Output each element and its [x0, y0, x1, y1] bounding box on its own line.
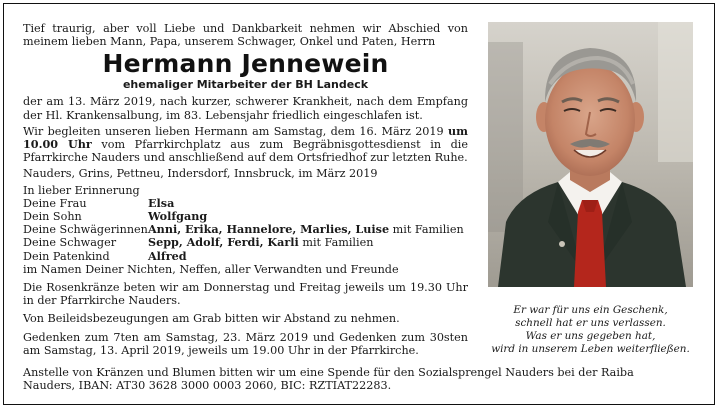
family-row: Deine Schwager Sepp, Adolf, Ferdi, Karli mit Familien [23, 235, 374, 250]
intro-text: Tief traurig, aber voll Liebe und Dankbarkeit nehmen wir Abschied von meinem lieben Mann, Papa, unserem Schwager, Onkel und Paten, Herrn [23, 22, 468, 49]
family-row: Deine Frau Elsa [23, 195, 175, 210]
quote-line: schnell hat er uns verlassen. [515, 317, 666, 329]
family-row: Dein Patenkind Alfred [23, 248, 187, 263]
funeral-info: Wir begleiten unseren lieben Hermann am Samstag, dem 16. März 2019 um 10.00 Uhr vom Pfarrkirchplatz aus zum Begräbnisgottesdienst in die Pfarrkirche Nauders und anschließend auf dem Ortsfriedhof zur letzten Ruhe. [23, 123, 469, 165]
condolences-info: Von Beileidsbezeugungen am Grab bitten wir Abstand zu nehmen. [23, 312, 400, 326]
quote-line: Er war für uns ein Geschenk, [513, 304, 668, 316]
rosary-info: Die Rosenkränze beten wir am Donnerstag und Freitag jeweils um 19.30 Uhr in der Pfarrkirche Nauders. [23, 281, 468, 308]
deceased-occupation: ehemaliger Mitarbeiter der BH Landeck [122, 78, 369, 92]
donation-info: Anstelle von Kränzen und Blumen bitten wir um eine Spende für den Sozialsprengel Nauders bei der Raiba Nauders, IBAN: AT30 3628 3000 0003 2060, BIC: RZTIAT22283. [23, 366, 634, 393]
portrait-photo [488, 22, 693, 287]
death-notice: der am 13. März 2019, nach kurzer, schwerer Krankheit, nach dem Empfang der Hl. Krankensalbung, im 83. Lebensjahr friedlich eingeschlafen ist. [23, 95, 468, 122]
obituary-text [23, 22, 468, 362]
portrait-illustration [488, 22, 693, 287]
family-row: Deine Schwägerinnen Anni, Erika, Hannelore, Marlies, Luise mit Familien [23, 222, 464, 237]
mourning-intro: In lieber Erinnerung [23, 183, 140, 197]
family-list [23, 197, 468, 263]
deceased-name: Hermann Jennewein [102, 49, 389, 79]
quote-line: Was er uns gegeben hat, [525, 330, 656, 342]
others-text: im Namen Deiner Nichten, Neffen, aller Verwandten und Freunde [23, 262, 399, 276]
memorial-info: Gedenken zum 7ten am Samstag, 23. März 2019 und Gedenken zum 30sten am Samstag, 13. April 2019, jeweils um 19.00 Uhr in der Pfarrkirche. [23, 330, 468, 357]
memorial-quote [488, 304, 693, 356]
places-date: Nauders, Grins, Pettneu, Indersdorf, Innsbruck, im März 2019 [23, 167, 378, 181]
funeral-time: um 10.00 Uhr [23, 123, 468, 152]
quote-line: wird in unserem Leben weiterfließen. [491, 343, 690, 355]
family-row: Dein Sohn Wolfgang [23, 209, 208, 224]
